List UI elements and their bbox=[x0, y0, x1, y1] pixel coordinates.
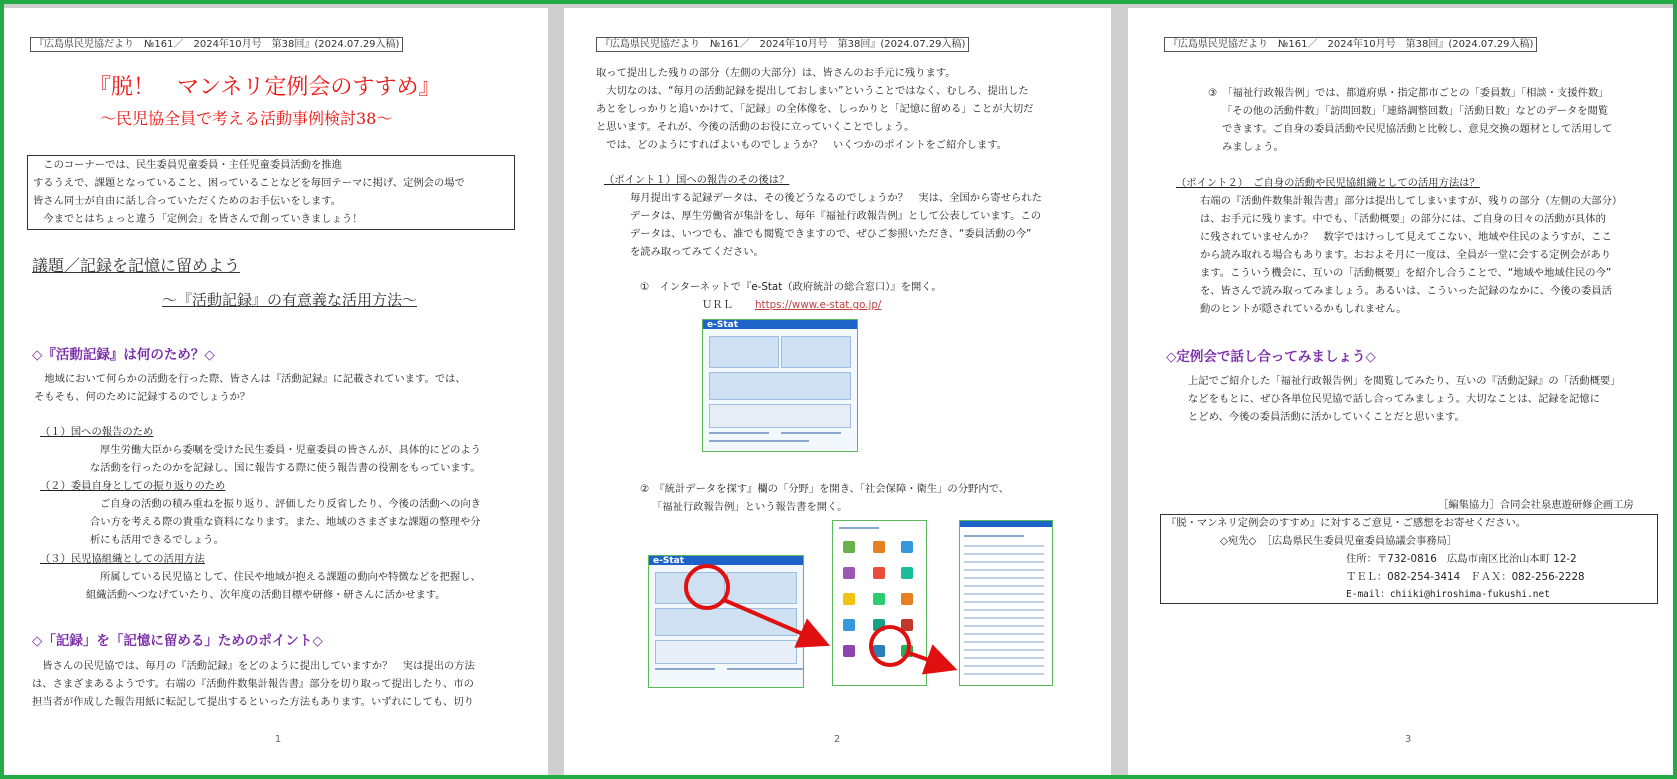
arrow-icon bbox=[724, 600, 819, 641]
contact-address: 住所：〒732-0816 広島市南区比治山本町 12-2 bbox=[1346, 553, 1577, 565]
body-line: に残されていませんか？ 数字ではけっして見えてこない、地域や住民のようすが、ここ bbox=[1200, 231, 1612, 243]
highlight-circle bbox=[871, 627, 909, 665]
document-subtitle: ～民児協全員で考える活動事例検討38～ bbox=[100, 109, 393, 128]
body-line: 所属している民児協として、住民や地域が抱える課題の動向や特徴などを把握し、 bbox=[100, 571, 481, 583]
body-line: とどめ、今後の委員活動に活かしていくことだと思います。 bbox=[1188, 411, 1465, 423]
body-line: を、皆さんで読み取ってみましょう。あるいは、こういった記録のなかに、今後の委員活 bbox=[1200, 285, 1612, 297]
step-line: みましょう。 bbox=[1222, 141, 1284, 153]
body-line: は、お手元に残ります。中でも、「活動概要」の部分には、ご自身の日々の活動が具体的 bbox=[1200, 213, 1606, 225]
contact-dest: ◇宛先◇ ［広島県民生委員児童委員協議会事務局］ bbox=[1220, 535, 1458, 547]
page-3 bbox=[1128, 8, 1673, 775]
intro-line: するうえで、課題となっていること、困っていることなどを毎回テーマに掲げ、定例会の場で bbox=[33, 177, 465, 189]
page-header: 『広島県民児協だより №161／ 2024年10月号 第38回』(2024.07.29入稿) bbox=[30, 37, 403, 52]
body-line: では、どのようにすればよいものでしょうか？ いくつかのポイントをご紹介します。 bbox=[596, 139, 1008, 151]
step-line: ① インターネットで『e-Stat（政府統計の総合窓口）』を開く。 bbox=[640, 281, 942, 293]
body-line: 取って提出した残りの部分（左側の大部分）は、皆さんのお手元に残ります。 bbox=[596, 67, 956, 79]
body-line: データは、厚生労働省が集計をし、毎年『福祉行政報告例』として公表しています。この bbox=[630, 210, 1042, 222]
body-line: データは、いつでも、誰でも閲覧できますので、ぜひご参照いただき、“委員活動の今” bbox=[630, 228, 1032, 240]
item-title: （３）民児協組織としての活用方法 bbox=[40, 553, 205, 565]
arrow-icon bbox=[906, 652, 946, 666]
body-line: 上記でご紹介した「福祉行政報告例」を閲覧してみたり、互いの『活動記録』の「活動概要」 bbox=[1188, 375, 1621, 387]
step-line: 「福祉行政報告例」という報告書を開く。 bbox=[652, 501, 848, 513]
document-viewer bbox=[4, 4, 1673, 775]
body-line: 担当者が作成した報告用紙に転記して提出するといった方法もあります。いずれにしても、切り bbox=[32, 696, 474, 708]
body-line: 動のヒントが隠されているかもしれません。 bbox=[1200, 303, 1407, 315]
section-heading: ◇定例会で話し合ってみましょう◇ bbox=[1166, 349, 1376, 365]
body-line: から読み取れる場合もあります。おおよそ月に一度は、全員が一堂に会する定例会があり bbox=[1200, 249, 1612, 261]
point-heading: （ポイント１）国への報告のその後は？ bbox=[604, 174, 790, 186]
point-heading: （ポイント２） ご自身の活動や民児協組織としての活用方法は？ bbox=[1176, 177, 1480, 189]
section-heading: ◇『活動記録』は何のため？◇ bbox=[32, 347, 215, 363]
step-line: ② 『統計データを探す』欄の「分野」を開き、「社会保障・衛生」の分野内で、 bbox=[640, 483, 1009, 495]
url-label: ＵＲＬ bbox=[702, 299, 733, 311]
page-number: 2 bbox=[833, 734, 841, 745]
body-line: 地域において何らかの活動を行った際、皆さんは『活動記録』に記載されています。では、 bbox=[34, 373, 466, 385]
page-1 bbox=[4, 8, 548, 775]
annotation-overlay bbox=[564, 8, 1111, 775]
body-line: と思います。それが、今後の活動のお役に立っていくことでしょう。 bbox=[596, 121, 915, 133]
body-line: 厚生労働大臣から委嘱を受けた民生委員・児童委員の皆さんが、具体的にどのよう bbox=[100, 444, 481, 456]
document-title: 『脱！ マンネリ定例会のすすめ』 bbox=[89, 75, 441, 100]
body-line: は、さまざまあるようです。右端の『活動件数集計報告書』部分を切り取って提出したり、市の bbox=[32, 678, 474, 690]
page-header: 『広島県民児協だより №161／ 2024年10月号 第38回』(2024.07.29入稿) bbox=[596, 37, 969, 52]
body-line: な活動を行ったのかを記録し、国に報告する際に使う報告書の役割をもっています。 bbox=[90, 462, 481, 474]
intro-line: 今までとはちょっと違う「定例会」を皆さんで創っていきましょう！ bbox=[33, 213, 363, 225]
body-line: 大切なのは、“毎月の活動記録を提出しておしまい”ということではなく、むしろ、提出した bbox=[596, 85, 1029, 97]
section-heading: ◇「記録」を「記憶に留める」ためのポイント◇ bbox=[32, 633, 323, 649]
item-title: （１）国への報告のため bbox=[40, 426, 154, 438]
item-title: （２）委員自身としての振り返りのため bbox=[40, 480, 226, 492]
body-line: 析にも活用できるでしょう。 bbox=[90, 534, 224, 546]
body-line: 毎月提出する記録データは、その後どうなるのでしょうか？ 実は、全国から寄せられた bbox=[630, 192, 1042, 204]
step-line: ③ 「福祉行政報告例」では、都道府県・指定都市ごとの「委員数」「相談・支援件数」 bbox=[1208, 87, 1609, 99]
step-line: 「その他の活動件数」「訪問回数」「連絡調整回数」「活動日数」などのデータを閲覧 bbox=[1222, 105, 1609, 117]
intro-line: このコーナーでは、民生委員児童委員・主任児童委員活動を推進 bbox=[33, 159, 342, 171]
body-line: ます。こういう機会に、互いの「活動概要」を紹介し合うことで、“地域や地域住民の今” bbox=[1200, 267, 1612, 279]
body-line: ご自身の活動の積み重ねを振り返り、評価したり反省したり、今後の活動への向き bbox=[100, 498, 481, 510]
body-line: 皆さんの民児協では、毎月の『活動記録』をどのように提出していますか？ 実は提出の方法 bbox=[32, 660, 475, 672]
body-line: 右端の『活動件数集計報告書』部分は提出してしまいますが、残りの部分（左側の大部分） bbox=[1200, 195, 1623, 207]
contact-email: E-mail：chiiki@hiroshima-fukushi.net bbox=[1346, 589, 1550, 600]
editorial-credit: ［編集協力］合同会社泉恵遊研修企画工房 bbox=[1438, 499, 1634, 511]
estat-logo: e-Stat bbox=[707, 320, 738, 330]
estat-url-link[interactable]: https://www.e-stat.go.jp/ bbox=[755, 299, 882, 311]
body-line: 組織活動へつなげていたり、次年度の活動目標や研修・研さんに活かせます。 bbox=[86, 589, 446, 601]
topic-subheading: ～『活動記録』の有意義な活用方法～ bbox=[162, 291, 418, 309]
highlight-circle bbox=[686, 566, 728, 608]
step-line: できます。ご自身の委員活動や民児協活動と比較し、意見交換の題材として活用して bbox=[1222, 123, 1613, 135]
page-number: 3 bbox=[1404, 734, 1412, 745]
page-2 bbox=[564, 8, 1111, 775]
body-line: などをもとに、ぜひ各単位民児協で話し合ってみましょう。大切なことは、記録を記憶に bbox=[1188, 393, 1600, 405]
page-header: 『広島県民児協だより №161／ 2024年10月号 第38回』(2024.07.29入稿) bbox=[1164, 37, 1537, 52]
intro-line: 皆さん同士が自由に話し合っていただくためのお手伝いをします。 bbox=[33, 195, 342, 207]
body-line: あとをしっかりと追いかけて、「記録」の全体像を、しっかりと「記憶に留める」ことが大切だ bbox=[596, 103, 1034, 115]
topic-heading: 議題／記録を記憶に留めよう bbox=[32, 256, 241, 275]
contact-line: 『脱・マンネリ定例会のすすめ』に対するご意見・ご感想をお寄せください。 bbox=[1166, 517, 1527, 529]
body-line: 合い方を考える際の貴重な資料になります。また、地域のさまざまな課題の整理や分 bbox=[90, 516, 481, 528]
body-line: そもそも、何のために記録するのでしょうか？ bbox=[34, 391, 251, 403]
estat-logo: e-Stat bbox=[653, 556, 684, 566]
page-number: 1 bbox=[274, 734, 282, 745]
contact-tel: ＴＥＬ：082-254-3414 ＦＡＸ：082-256-2228 bbox=[1346, 571, 1585, 583]
body-line: を読み取ってみてください。 bbox=[630, 246, 764, 258]
